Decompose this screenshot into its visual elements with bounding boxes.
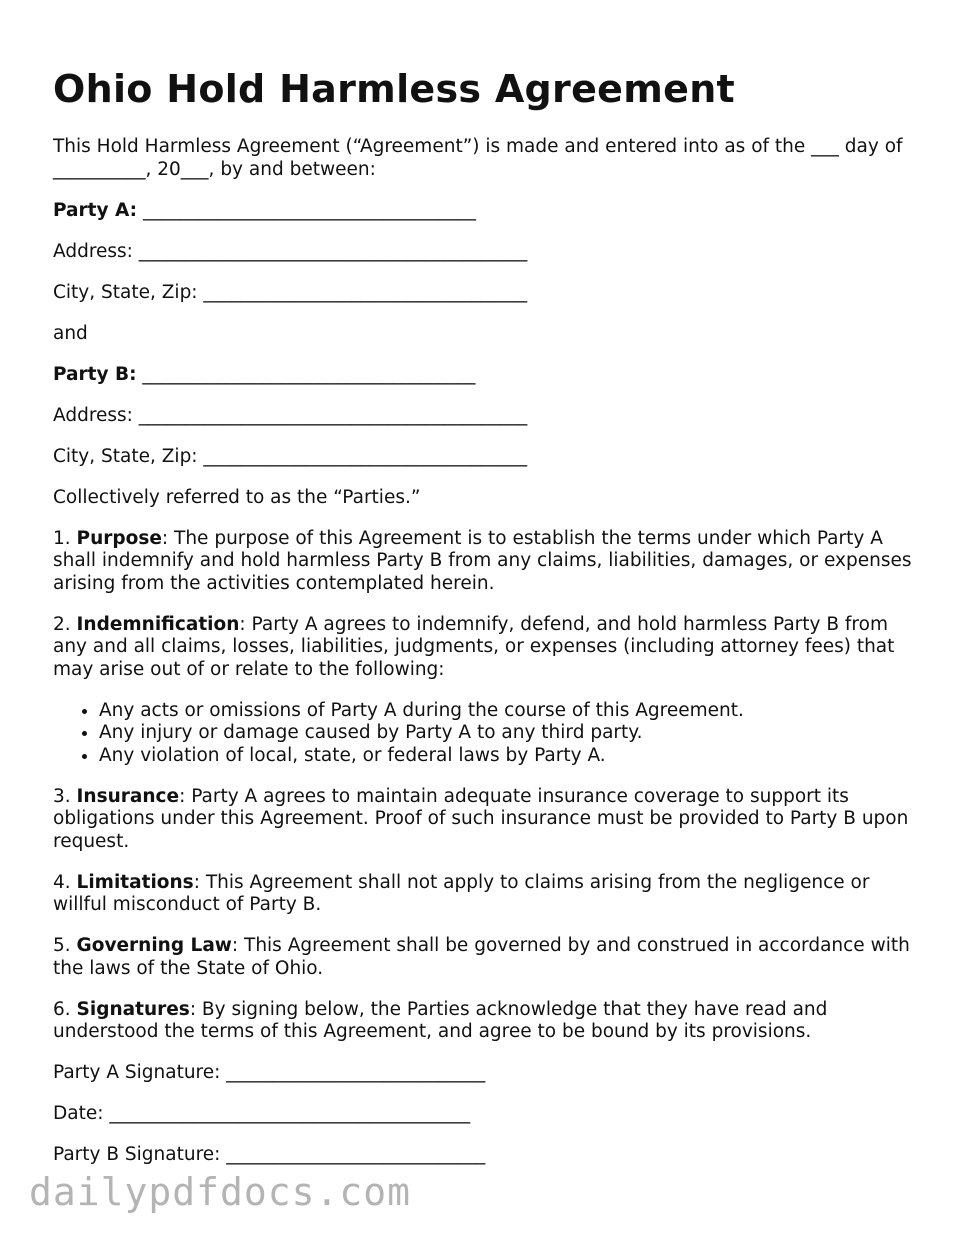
party-b-label: Party B:: [53, 363, 137, 385]
party-a-address-line: Address: __________________________________________: [53, 240, 528, 262]
party-b-city-line: City, State, Zip: ___________________________________: [53, 445, 528, 467]
section-text: : Party A agrees to maintain adequate insurance coverage to support its obligations under this Agreement. Proof of such insurance must be provided to Party B upon request.: [53, 785, 909, 852]
party-b-name-blank: ____________________________________: [136, 363, 476, 385]
intro-paragraph: This Hold Harmless Agreement (“Agreement”) is made and entered into as of the ___ day of __________, 20___, by and between:: [53, 136, 903, 180]
section-text: : This Agreement shall not apply to claims arising from the negligence or willful misconduct of Party B.: [53, 871, 870, 915]
section-heading: Governing Law: [76, 935, 232, 956]
section-number: 3.: [53, 785, 77, 807]
party-a-label: Party A:: [53, 199, 138, 221]
party-a-signature-line: Party A Signature: ____________________________: [53, 1062, 486, 1083]
document-title: Ohio Hold Harmless Agreement: [53, 67, 736, 111]
section-heading: Signatures: [76, 998, 190, 1020]
section-text: : By signing below, the Parties acknowledge that they have read and understood the terms of this Agreement, and agree to be bound by its provisions.: [53, 998, 828, 1042]
list-item: • Any acts or omissions of Party A during the course of this Agreement.: [99, 700, 913, 723]
section-heading: Purpose: [76, 527, 162, 549]
date-line: Date: _______________________________________: [53, 1103, 471, 1124]
section-purpose: [53, 528, 913, 596]
party-b-address-line: Address: __________________________________________: [53, 404, 528, 426]
section-heading: Indemnification: [76, 613, 240, 635]
section-governing-law: [53, 935, 913, 980]
section-signatures: [53, 999, 913, 1044]
section-heading: Limitations: [76, 871, 194, 893]
party-a-name-line: [53, 200, 913, 223]
section-heading: Insurance: [76, 785, 180, 807]
section-number: 2.: [53, 613, 77, 635]
indemnification-list: [53, 700, 913, 768]
section-text: : This Agreement shall be governed by and construed in accordance with the laws of the State of Ohio.: [53, 935, 910, 979]
section-number: 4.: [53, 871, 77, 893]
section-text: : Party A agrees to indemnify, defend, and hold harmless Party B from any and all claims, losses, liabilities, judgments, or expenses (including attorney fees) that may arise out of or relate to the following:: [53, 613, 895, 680]
and-text: and: [53, 322, 88, 344]
section-insurance: [53, 786, 913, 854]
document-page: [53, 66, 913, 1185]
section-number: 6.: [53, 998, 77, 1020]
party-b-signature-line: Party B Signature: ____________________________: [53, 1144, 486, 1165]
section-number: 1.: [53, 527, 77, 549]
party-a-name-blank: ____________________________________: [137, 199, 476, 221]
section-limitations: [53, 872, 913, 917]
party-b-name-line: [53, 364, 913, 387]
section-number: 5.: [53, 935, 77, 956]
section-text: : The purpose of this Agreement is to establish the terms under which Party A shall indemnify and hold harmless Party B from any claims, liabilities, damages, or expenses arising from the activities contemplated herein.: [53, 527, 912, 594]
section-indemnification: [53, 614, 913, 682]
collective-text: Collectively referred to as the “Parties.”: [53, 486, 421, 508]
watermark-text: dailypdfdocs.com: [29, 1170, 412, 1214]
party-a-city-line: City, State, Zip: ___________________________________: [53, 281, 528, 303]
list-item: • Any injury or damage caused by Party A to any third party.: [99, 722, 913, 745]
list-item: • Any violation of local, state, or federal laws by Party A.: [99, 745, 913, 768]
